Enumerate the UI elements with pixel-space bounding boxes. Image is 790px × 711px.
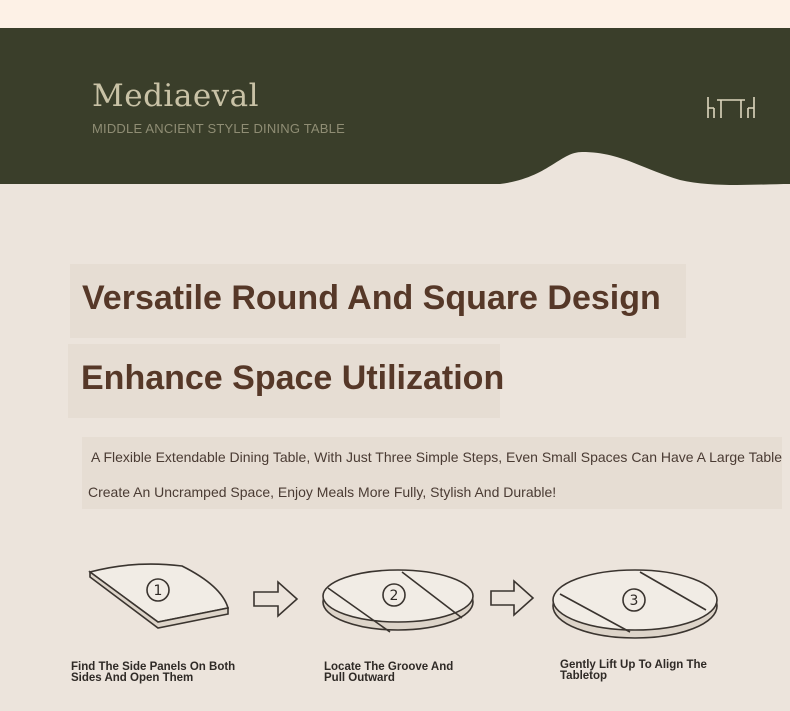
steps-illustration [0,550,790,660]
step-2-number: 2 [389,588,399,604]
step-1-caption: Find The Side Panels On Both Sides And Open Them [71,661,236,684]
heading-versatile-design: Versatile Round And Square Design [82,279,661,317]
header-banner [0,28,790,188]
table-and-chairs-icon [705,94,757,120]
brand-tagline: MIDDLE ANCIENT STYLE DINING TABLE [92,121,345,136]
heading-space-utilization: Enhance Space Utilization [81,359,505,397]
step-3-number: 3 [629,593,639,609]
right-arrow-icon [254,582,297,616]
description-line-1: A Flexible Extendable Dining Table, With Just Three Simple Steps, Even Small Spaces Can Have A Large Table [91,449,783,465]
step-3-caption: Gently Lift Up To Align The Tabletop [560,659,707,682]
top-strip [0,0,790,28]
brand-name: Mediaeval [92,78,260,114]
steps-drawing [0,550,790,660]
right-arrow-icon [491,581,533,615]
description-line-2: Create An Uncramped Space, Enjoy Meals More Fully, Stylish And Durable! [88,484,557,500]
step-1-number: 1 [153,583,163,599]
step-2-caption: Locate The Groove And Pull Outward [324,661,454,684]
